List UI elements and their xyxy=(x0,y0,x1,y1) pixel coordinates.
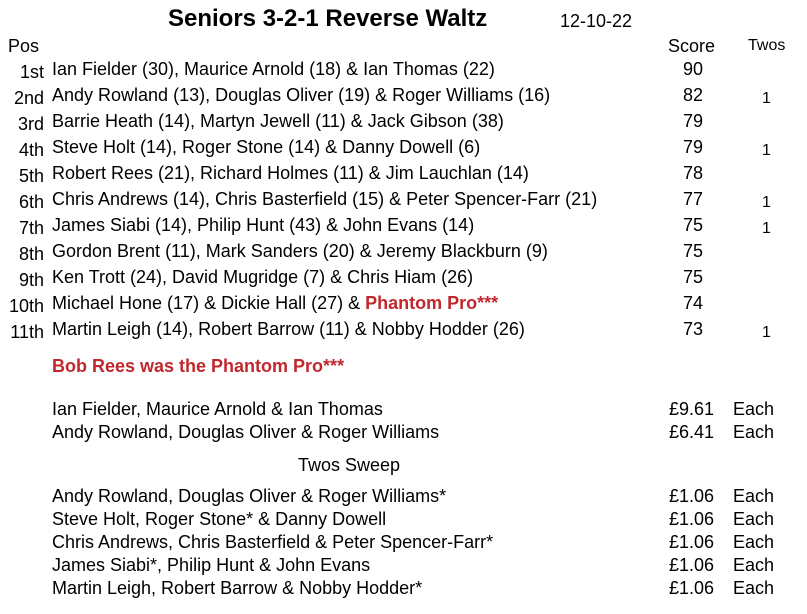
result-score: 75 xyxy=(683,267,704,287)
result-score: 75 xyxy=(683,215,704,235)
prize-amount: £6.41 xyxy=(669,422,715,442)
sweep-amount: £1.06 xyxy=(669,555,715,575)
result-team: James Siabi (14), Philip Hunt (43) & John Evans (14) xyxy=(52,215,475,235)
result-twos: 1 xyxy=(762,324,771,341)
result-row xyxy=(0,264,807,290)
result-position: 1st xyxy=(19,62,44,82)
result-team: Barrie Heath (14), Martyn Jewell (11) & Jack Gibson (38) xyxy=(52,111,504,131)
result-position: 6th xyxy=(18,192,44,212)
result-team: Andy Rowland (13), Douglas Oliver (19) & Roger Williams (16) xyxy=(52,85,551,105)
sweep-team: James Siabi*, Philip Hunt & John Evans xyxy=(52,555,371,575)
phantom-pro-label: Phantom Pro*** xyxy=(365,293,499,313)
prize-each: Each xyxy=(733,422,775,442)
sweep-each: Each xyxy=(733,578,775,598)
result-team: Robert Rees (21), Richard Holmes (11) & Jim Lauchlan (14) xyxy=(52,163,529,183)
result-team: Chris Andrews (14), Chris Basterfield (15) & Peter Spencer-Farr (21) xyxy=(52,189,598,209)
sweep-team: Steve Holt, Roger Stone* & Danny Dowell xyxy=(52,509,387,529)
sweep-amount: £1.06 xyxy=(669,578,715,598)
result-position: 8th xyxy=(18,244,44,264)
twos-sweep-heading: Twos Sweep xyxy=(298,455,401,475)
result-score: 78 xyxy=(683,163,704,183)
result-twos: 1 xyxy=(762,194,771,211)
sweep-each: Each xyxy=(733,486,775,506)
page-title: Seniors 3-2-1 Reverse Waltz xyxy=(168,5,488,32)
sweep-amount: £1.06 xyxy=(669,509,715,529)
sweep-row xyxy=(0,577,807,600)
prize-row xyxy=(0,421,807,444)
result-twos: 1 xyxy=(762,142,771,159)
result-position: 2nd xyxy=(13,88,44,108)
result-score: 79 xyxy=(683,111,704,131)
result-score: 75 xyxy=(683,241,704,261)
result-row xyxy=(0,316,807,342)
sweep-team: Martin Leigh, Robert Barrow & Nobby Hodder* xyxy=(52,578,423,598)
result-position: 5th xyxy=(18,166,44,186)
result-twos: 1 xyxy=(762,220,771,237)
result-row xyxy=(0,160,807,186)
column-header-score: Score xyxy=(668,36,716,56)
result-score: 77 xyxy=(683,189,704,209)
result-row xyxy=(0,56,807,82)
result-position: 3rd xyxy=(17,114,44,134)
result-row xyxy=(0,108,807,134)
sweep-each: Each xyxy=(733,555,775,575)
sweep-each: Each xyxy=(733,532,775,552)
column-header-twos: Twos xyxy=(748,37,786,54)
phantom-pro-note: Bob Rees was the Phantom Pro*** xyxy=(52,356,345,376)
result-position: 7th xyxy=(18,218,44,238)
result-row xyxy=(0,134,807,160)
result-team: Ian Fielder (30), Maurice Arnold (18) & Ian Thomas (22) xyxy=(52,59,495,79)
result-score: 90 xyxy=(683,59,704,79)
sweep-team: Chris Andrews, Chris Basterfield & Peter Spencer-Farr* xyxy=(52,532,494,552)
result-team: Gordon Brent (11), Mark Sanders (20) & Jeremy Blackburn (9) xyxy=(52,241,548,261)
result-team: Steve Holt (14), Roger Stone (14) & Danny Dowell (6) xyxy=(52,137,481,157)
result-team-names: Michael Hone (17) & Dickie Hall (27) & xyxy=(52,293,366,313)
result-team xyxy=(52,292,498,314)
result-row xyxy=(0,290,807,316)
prize-amount: £9.61 xyxy=(669,399,715,419)
prize-each: Each xyxy=(733,399,775,419)
result-score: 74 xyxy=(683,293,704,313)
column-header-pos: Pos xyxy=(8,36,40,56)
result-row xyxy=(0,238,807,264)
sweep-row xyxy=(0,554,807,577)
result-position: 10th xyxy=(8,296,44,316)
sweep-amount: £1.06 xyxy=(669,486,715,506)
sweep-row xyxy=(0,485,807,508)
prize-team: Ian Fielder, Maurice Arnold & Ian Thomas xyxy=(52,399,383,419)
result-position: 4th xyxy=(18,140,44,160)
result-team: Martin Leigh (14), Robert Barrow (11) & Nobby Hodder (26) xyxy=(52,319,525,339)
sweep-amount: £1.06 xyxy=(669,532,715,552)
sweep-team: Andy Rowland, Douglas Oliver & Roger Williams* xyxy=(52,486,447,506)
result-position: 9th xyxy=(18,270,44,290)
prize-row xyxy=(0,398,807,421)
event-date: 12-10-22 xyxy=(560,11,633,31)
result-score: 79 xyxy=(683,137,704,157)
result-score: 73 xyxy=(683,319,704,339)
prize-team: Andy Rowland, Douglas Oliver & Roger Williams xyxy=(52,422,440,442)
result-row xyxy=(0,186,807,212)
sweep-each: Each xyxy=(733,509,775,529)
result-score: 82 xyxy=(683,85,704,105)
sweep-row xyxy=(0,508,807,531)
sweep-row xyxy=(0,531,807,554)
result-position: 11th xyxy=(10,322,44,342)
result-twos: 1 xyxy=(762,90,771,107)
result-team: Ken Trott (24), David Mugridge (7) & Chris Hiam (26) xyxy=(52,267,474,287)
result-row xyxy=(0,82,807,108)
result-row xyxy=(0,212,807,238)
